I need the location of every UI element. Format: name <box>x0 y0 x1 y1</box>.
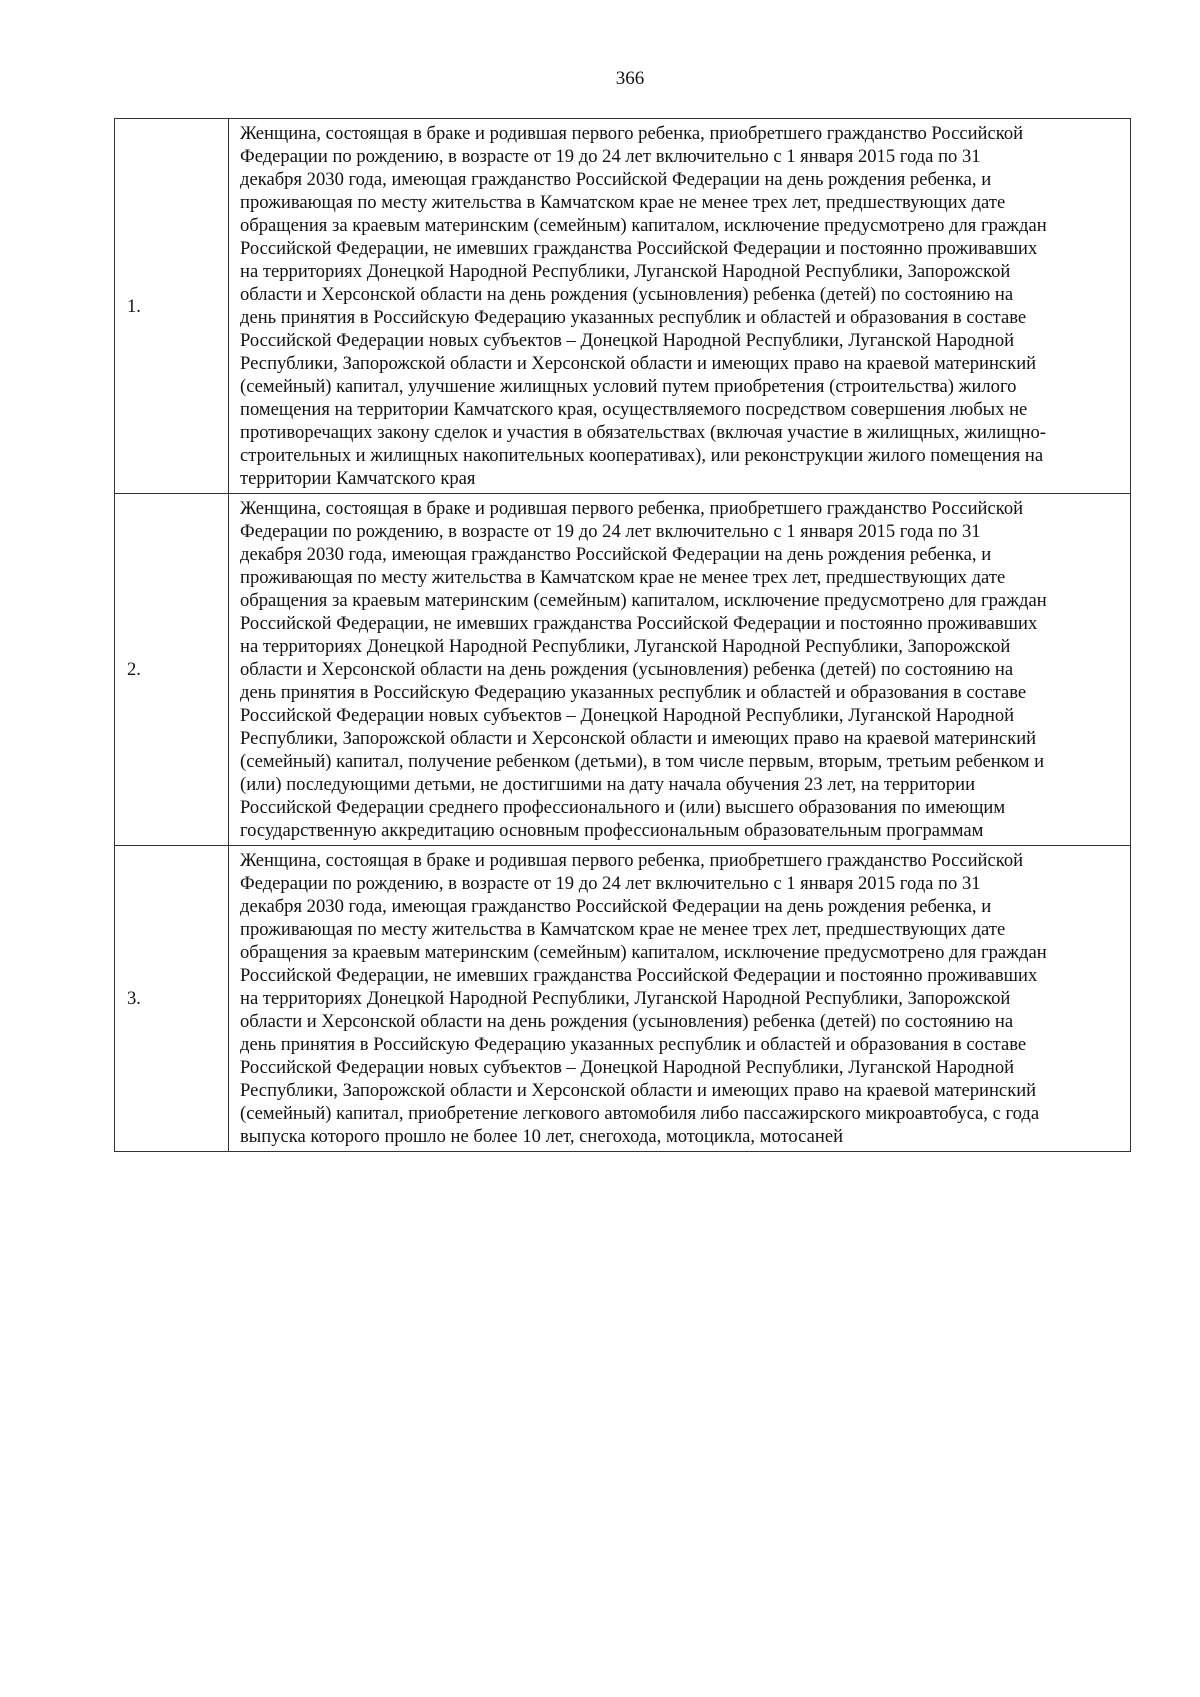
text-line: области и Херсонской области на день рождения (усыновления) ребенка (детей) по состоянию на <box>240 1011 1014 1032</box>
text-line: на территориях Донецкой Народной Республики, Луганской Народной Республики, Запорожской <box>240 261 1011 282</box>
row-number-cell: 3. <box>115 846 229 1152</box>
text-line: противоречащих закону сделок и участия в обязательствах (включая участие в жилищных, жилищно- <box>240 422 1046 443</box>
text-line: на территориях Донецкой Народной Республики, Луганской Народной Республики, Запорожской <box>240 988 1011 1009</box>
text-line: Женщина, состоящая в браке и родившая первого ребенка, приобретшего гражданство Российской <box>240 498 1024 519</box>
text-line: декабря 2030 года, имеющая гражданство Российской Федерации на день рождения ребенка, и <box>240 169 992 190</box>
text-line: государственную аккредитацию основным профессиональным образовательным программам <box>240 820 984 841</box>
text-line: обращения за краевым материнским (семейным) капиталом, исключение предусмотрено для граждан <box>240 215 1047 236</box>
text-line: проживающая по месту жительства в Камчатском крае не менее трех лет, предшествующих дате <box>240 567 1006 588</box>
row-text-cell <box>229 494 1131 846</box>
text-line: Республики, Запорожской области и Херсонской области и имеющих право на краевой материнский <box>240 728 1037 749</box>
text-line: Федерации по рождению, в возрасте от 19 до 24 лет включительно с 1 января 2015 года по 31 <box>240 873 981 894</box>
text-line: день принятия в Российскую Федерацию указанных республик и областей и образования в составе <box>240 682 1027 703</box>
text-line: на территориях Донецкой Народной Республики, Луганской Народной Республики, Запорожской <box>240 636 1011 657</box>
text-line: день принятия в Российскую Федерацию указанных республик и областей и образования в составе <box>240 307 1027 328</box>
text-line: Российской Федерации новых субъектов – Донецкой Народной Республики, Луганской Народной <box>240 705 1015 726</box>
text-line: Женщина, состоящая в браке и родившая первого ребенка, приобретшего гражданство Российской <box>240 123 1024 144</box>
text-line: Федерации по рождению, в возрасте от 19 до 24 лет включительно с 1 января 2015 года по 31 <box>240 146 981 167</box>
text-line: (семейный) капитал, улучшение жилищных условий путем приобретения (строительства) жилого <box>240 376 1017 397</box>
text-line: декабря 2030 года, имеющая гражданство Российской Федерации на день рождения ребенка, и <box>240 544 992 565</box>
text-line: Российской Федерации среднего профессионального и (или) высшего образования по имеющим <box>240 797 1006 818</box>
text-line: Республики, Запорожской области и Херсонской области и имеющих право на краевой материнский <box>240 1080 1037 1101</box>
document-table <box>114 118 1131 1152</box>
text-line: (или) последующими детьми, не достигшими на дату начала обучения 23 лет, на территории <box>240 774 976 795</box>
text-line: декабря 2030 года, имеющая гражданство Российской Федерации на день рождения ребенка, и <box>240 896 992 917</box>
page-number: 366 <box>615 68 645 89</box>
text-line: помещения на территории Камчатского края, осуществляемого посредством совершения любых не <box>240 399 1028 420</box>
table-row <box>115 494 1131 846</box>
text-line: (семейный) капитал, приобретение легкового автомобиля либо пассажирского микроавтобуса, с года <box>240 1103 1040 1124</box>
text-line: Российской Федерации новых субъектов – Донецкой Народной Республики, Луганской Народной <box>240 1057 1015 1078</box>
text-line: Российской Федерации новых субъектов – Донецкой Народной Республики, Луганской Народной <box>240 330 1015 351</box>
row-text-cell <box>229 119 1131 494</box>
text-line: обращения за краевым материнским (семейным) капиталом, исключение предусмотрено для граждан <box>240 590 1047 611</box>
table-row <box>115 846 1131 1152</box>
text-line: Российской Федерации, не имевших гражданства Российской Федерации и постоянно проживавших <box>240 238 1038 259</box>
text-line: Российской Федерации, не имевших гражданства Российской Федерации и постоянно проживавших <box>240 965 1038 986</box>
text-line: территории Камчатского края <box>240 468 476 489</box>
text-line: выпуска которого прошло не более 10 лет, снегохода, мотоцикла, мотосаней <box>240 1126 844 1147</box>
text-line: Женщина, состоящая в браке и родившая первого ребенка, приобретшего гражданство Российской <box>240 850 1024 871</box>
text-line: Республики, Запорожской области и Херсонской области и имеющих право на краевой материнский <box>240 353 1037 374</box>
text-line: области и Херсонской области на день рождения (усыновления) ребенка (детей) по состоянию на <box>240 659 1014 680</box>
text-line: Федерации по рождению, в возрасте от 19 до 24 лет включительно с 1 января 2015 года по 31 <box>240 521 981 542</box>
text-line: (семейный) капитал, получение ребенком (детьми), в том числе первым, вторым, третьим ребенком и <box>240 751 1045 772</box>
text-line: проживающая по месту жительства в Камчатском крае не менее трех лет, предшествующих дате <box>240 192 1006 213</box>
text-line: обращения за краевым материнским (семейным) капиталом, исключение предусмотрено для граждан <box>240 942 1047 963</box>
text-line: строительных и жилищных накопительных кооперативах), или реконструкции жилого помещения на <box>240 445 1044 466</box>
text-line: области и Херсонской области на день рождения (усыновления) ребенка (детей) по состоянию на <box>240 284 1014 305</box>
table-row <box>115 119 1131 494</box>
row-text-cell <box>229 846 1131 1152</box>
text-line: Российской Федерации, не имевших гражданства Российской Федерации и постоянно проживавших <box>240 613 1038 634</box>
text-line: проживающая по месту жительства в Камчатском крае не менее трех лет, предшествующих дате <box>240 919 1006 940</box>
text-line: день принятия в Российскую Федерацию указанных республик и областей и образования в составе <box>240 1034 1027 1055</box>
row-number-cell: 2. <box>115 494 229 846</box>
row-number-cell: 1. <box>115 119 229 494</box>
